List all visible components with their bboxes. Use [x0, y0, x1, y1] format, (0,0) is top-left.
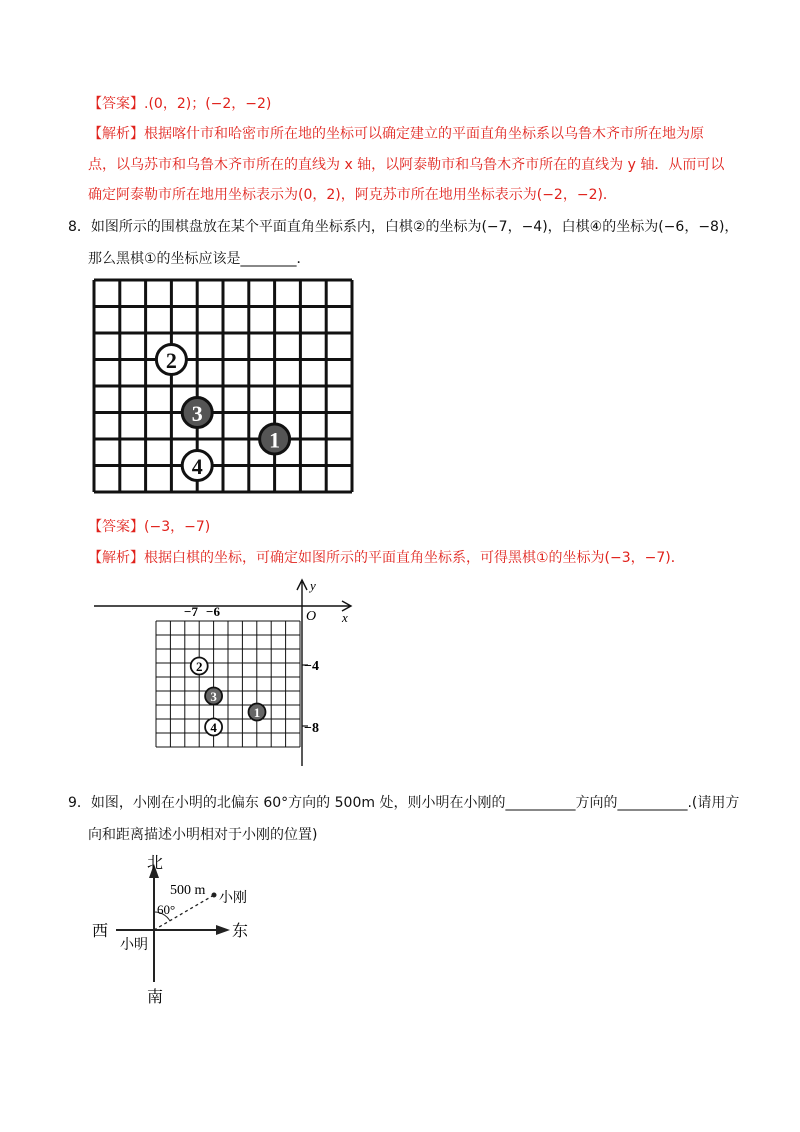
question-number: 8．: [68, 219, 91, 235]
black-stone-3: [182, 398, 212, 428]
distance-label: 500 m: [170, 883, 206, 898]
q7-answer-line: [88, 94, 271, 114]
q7-analysis-line1: [88, 124, 704, 144]
angle-label: 60°: [157, 902, 176, 917]
q8-text-line2: 那么黑棋①的坐标应该是________．: [88, 251, 311, 267]
coordinate-grid: [156, 621, 300, 747]
answer-tag: 【答案】: [88, 96, 144, 112]
q8-analysis-line: [88, 548, 685, 568]
west-label: 西: [92, 923, 109, 940]
coordinate-figure: [92, 576, 362, 772]
q9-text-line2: 向和距离描述小明相对于小刚的位置): [88, 827, 318, 843]
stone-label: 2: [195, 659, 203, 674]
y-axis-label: y: [310, 578, 316, 593]
answer-text: (−3，−7): [144, 519, 211, 535]
q9-text-line1: [68, 793, 739, 813]
east-label: 东: [232, 923, 249, 940]
stone-label: 2: [165, 348, 177, 373]
north-label: 北: [147, 855, 164, 872]
analysis-tag: 【解析】: [88, 126, 144, 142]
white-stone-4: [205, 719, 222, 736]
xiaoming-label: 小明: [120, 938, 148, 953]
answer-text: .(0，2)；(−2，−2): [144, 96, 272, 112]
q7-analysis-line3: 确定阿泰勒市所在地用坐标表示为(0，2)，阿克苏市所在地用坐标表示为(−2，−2)．: [88, 187, 617, 203]
xiaogang-point: [212, 893, 217, 898]
question-number: 9．: [68, 795, 91, 811]
white-stone-2: [156, 345, 186, 375]
stone-label: 1: [253, 705, 261, 720]
south-label: 南: [147, 989, 164, 1006]
x-tick-label: −6: [206, 604, 220, 619]
stone-label: 3: [191, 401, 203, 426]
xiaogang-label: 小刚: [219, 891, 247, 906]
y-tick-label: −4: [304, 659, 319, 674]
question-text: 如图，小刚在小明的北偏东 60°方向的 500m 处，则小明在小刚的__________方向的__________.(请用方: [90, 795, 740, 811]
q8-answer-line: [88, 517, 210, 537]
black-stone-1: [260, 424, 290, 454]
compass-axes: [116, 864, 230, 982]
question-text: 如图所示的围棋盘放在某个平面直角坐标系内，白棋②的坐标为(−7，−4)，白棋④的坐标为(−6，−8)，: [90, 219, 739, 235]
y-tick-label: −8: [304, 721, 319, 736]
analysis-text: 根据喀什市和哈密市所在地的坐标可以确定建立的平面直角坐标系以乌鲁木齐市所在地为原: [144, 126, 704, 142]
black-stone-1: [249, 704, 266, 721]
q7-analysis-line2: 点，以乌苏市和乌鲁木齐市所在的直线为 x 轴，以阿泰勒市和乌鲁木齐市所在的直线为 y 轴．从而可以: [88, 157, 725, 173]
go-board-figure: [92, 278, 354, 496]
x-axis-label: x: [342, 610, 348, 625]
analysis-tag: 【解析】: [88, 550, 144, 566]
answer-tag: 【答案】: [88, 519, 144, 535]
black-stone-3: [205, 688, 222, 705]
stone-label: 1: [269, 427, 281, 453]
stone-label: 3: [210, 689, 217, 704]
x-tick-label: −7: [184, 604, 198, 619]
origin-label: O: [306, 609, 317, 624]
white-stone-2: [191, 658, 208, 675]
stone-label: 4: [210, 720, 217, 735]
white-stone-4: [182, 451, 212, 481]
stone-label: 4: [191, 454, 203, 479]
compass-figure: [86, 850, 266, 1006]
go-board-grid: [94, 280, 352, 492]
q8-text-line1: [68, 217, 738, 237]
analysis-text: 根据白棋的坐标，可确定如图所示的平面直角坐标系，可得黑棋①的坐标为(−3，−7)．: [144, 550, 685, 566]
